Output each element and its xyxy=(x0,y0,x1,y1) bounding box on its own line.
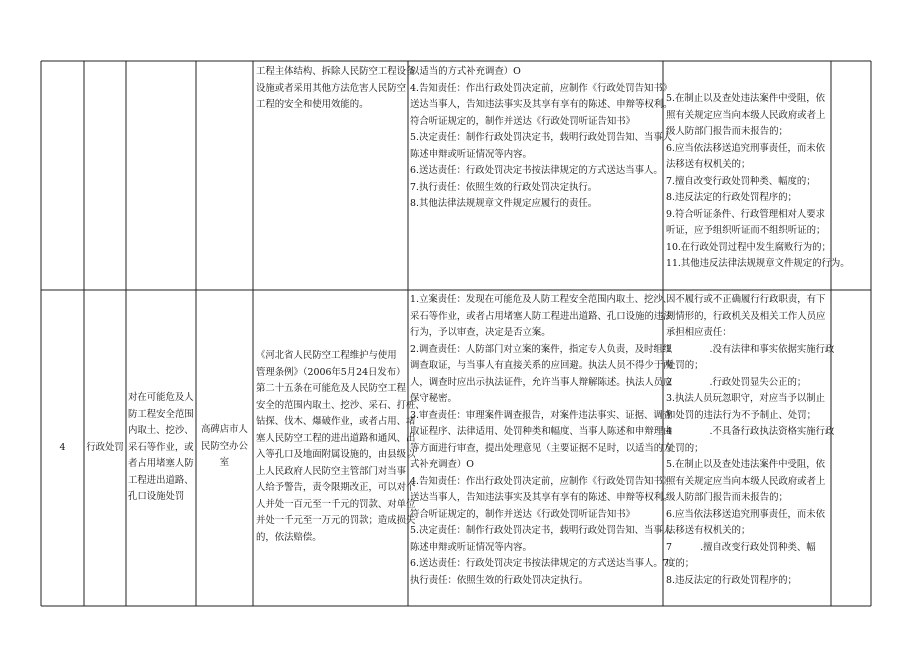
text-line: 6.应当依法移送追究刑事责任，而未依 xyxy=(666,508,825,520)
text-line: 4 .不具备行政执法资格实施行政 xyxy=(666,426,835,437)
text-line: 4.告知责任：作出行政处罚决定前，应制作《行政处罚告知书》 xyxy=(410,82,673,94)
text-line: 2 .行政处罚显失公正的； xyxy=(666,376,807,388)
text-line: 7 .擅自改变行政处罚种类、幅 xyxy=(666,541,816,553)
text-line: 10.在行政处罚过程中发生腐败行为的； xyxy=(666,241,831,253)
text-line: 承担相应责任： xyxy=(666,327,732,338)
text-line: 孔口设施处罚 xyxy=(128,491,185,502)
text-line: 《河北省人民防空工程维护与使用 xyxy=(256,350,397,361)
text-line: 执行责任：依照生效的行政处罚决定执行。 xyxy=(410,574,589,586)
text-line: 人并处一百元至一千元的罚款、对单位 xyxy=(256,498,416,510)
text-line: 8.其他法律法规规章文件规定应履行的责任。 xyxy=(410,198,598,209)
text-line: 3.审查责任：审理案件调查报告，对案件违法事实、证据、调查 xyxy=(410,409,673,421)
text-line: 送达当事人，告知违法事实及其享有享有的陈述、申辩等权利。 xyxy=(410,492,673,503)
text-line: 11.其他违反法律法规规章文件规定的行为。 xyxy=(666,258,850,269)
text-line: 9.符合听证条件、行政管理相对人要求 xyxy=(666,208,825,220)
text-line: 法移送有权机关的； xyxy=(666,525,751,536)
text-line: 1 .没有法律和事实依据实施行政 xyxy=(666,343,835,355)
text-line: 陈述申辩或听证情况等内容。 xyxy=(410,148,532,160)
text-line: 人给予警告，责令限期改正，可以对个 xyxy=(256,482,416,493)
text-line: 听证，应予组织听证而不组织听证的； xyxy=(666,225,826,236)
text-line: 级人防部门报告而未报告的； xyxy=(666,126,788,137)
text-line: 陈述申辩或听证情况等内容。 xyxy=(410,541,532,553)
text-line: 人，调查时应出示执法证件，允许当事人辩解陈述。执法人员应 xyxy=(410,376,673,388)
text-line: 照有关规定应当向本级人民政府或者上 xyxy=(666,475,826,487)
text-line: 7.执行责任：依照生效的行政处罚决定执行。 xyxy=(410,181,598,193)
text-line: 安全的范围内取土、挖沙、采石、打桩、 xyxy=(256,399,425,411)
text-line: 民防空办公 xyxy=(201,440,248,452)
text-line: 上人民政府人民防空主管部门对当事 xyxy=(256,465,407,477)
duties-cell xyxy=(410,292,673,589)
text-line: 内取土、挖沙、 xyxy=(128,425,194,436)
item-name-cell xyxy=(128,390,196,506)
text-line: 室 xyxy=(219,457,230,468)
text-line: 6.送达责任：行政处罚决定书按法律规定的方式送达当事人。 xyxy=(410,165,663,176)
legal-basis-cell xyxy=(256,348,425,546)
row-number xyxy=(41,290,84,606)
text-line: 5.在制止以及查处违法案件中受阻，依 xyxy=(666,93,825,104)
text-line: 送达当事人，告知违法事实及其享有享有的陈述、申辩等权利。 xyxy=(410,99,673,110)
text-line: 8.违反法定的行政处罚程序的； xyxy=(666,574,797,586)
text-line: 的，依法赔偿。 xyxy=(256,531,322,543)
text-line: 防工程安全范围 xyxy=(128,408,194,420)
category-text: 行政处罚 xyxy=(86,441,124,453)
text-line: 级人防部门报告而未报告的； xyxy=(666,492,788,503)
text-line: 6.应当依法移送追究刑事责任，而未依 xyxy=(666,142,825,154)
text-line: 设施或者采用其他方法危害人民防空 xyxy=(256,82,407,94)
text-line: 5.决定责任：制作行政处罚决定书，载明行政处罚告知、当事人 xyxy=(410,132,673,143)
text-line: 列情形的，行政机关及相关工作人员应 xyxy=(666,310,826,322)
text-line: 等方面进行审查，提出处理意见（主要证据不足时，以适当的方 xyxy=(410,442,673,454)
text-line: 钻探、伐木、爆破作业，或者占用、堵 xyxy=(256,416,416,427)
text-line: 工程的安全和使用效能的。 xyxy=(256,99,369,110)
text-line: 保守秘密。 xyxy=(410,393,457,404)
text-line: 3.执法人员玩忽职守，对应当予以制止 xyxy=(666,393,825,404)
text-line: 符合听证规定的，制作并送达《行政处罚听证告知书》 xyxy=(410,508,636,520)
text-line: 调查取证，与当事人有直接关系的应回避。执法人员不得少于两 xyxy=(410,360,673,371)
text-line: 5.在制止以及查处违法案件中受阻，依 xyxy=(666,459,825,470)
upper-accountability-cell xyxy=(666,91,850,273)
text-line: 和处罚的违法行为不予制止、处罚； xyxy=(666,409,817,421)
text-line: 入等孔口及地面附属设施的，由县级以 xyxy=(256,449,416,460)
upper-duties-cell xyxy=(410,64,673,213)
text-line: 5.决定责任：制作行政处罚决定书，载明行政处罚告知、当事人 xyxy=(410,525,673,536)
text-line: 者占用堵塞人防 xyxy=(128,458,194,469)
upper-basis-cell xyxy=(256,64,416,114)
text-line: 1.立案责任：发现在可能危及人防工程安全范围内取土、挖沙、 xyxy=(410,294,673,305)
text-line: 4.告知责任：作出行政处罚决定前，应制作《行政处罚告知书》 xyxy=(410,475,673,487)
text-line: 符合听证规定的，制作并送达《行政处罚听证告知书》 xyxy=(410,115,636,127)
row-number-text: 4 xyxy=(59,441,66,453)
text-line: 采石等作业，或者占用堵塞人防工程进出道路、孔口设施的违法 xyxy=(410,310,673,322)
text-line: 8.违反法定的行政处罚程序的； xyxy=(666,192,797,203)
text-line: 处罚的； xyxy=(666,442,704,454)
text-line: 7.擅自改变行政处罚种类、幅度的； xyxy=(666,175,816,187)
text-line: 对在可能危及人 xyxy=(128,392,194,403)
text-line: 第二十五条在可能危及人民防空工程 xyxy=(256,383,407,394)
text-line: 工程主体结构、拆除人民防空工程设备 xyxy=(256,66,416,77)
text-line: 高碑店市人 xyxy=(201,424,248,435)
text-line: 管理条例》（2006年5月24日发布） xyxy=(256,366,406,378)
text-line: 取证程序、法律适用、处罚种类和幅度、当事人陈述和申辩理由 xyxy=(410,426,673,437)
text-line: 工程进出道路、 xyxy=(128,474,194,486)
text-line: 以适当的方式补充调查）O xyxy=(410,66,521,77)
text-line: 法移送有权机关的； xyxy=(666,159,751,170)
text-line: 采石等作业，或 xyxy=(128,441,194,453)
text-line: 度的； xyxy=(666,558,695,569)
text-line: 塞人民防空工程的进出道路和通风、出 xyxy=(256,432,416,444)
text-line: 2.调查责任：人防部门对立案的案件，指定专人负责，及时组织 xyxy=(410,343,673,355)
category-cell xyxy=(84,290,126,606)
text-line: 照有关规定应当向本级人民政府或者上 xyxy=(666,109,826,121)
text-line: 并处一千元至一万元的罚款；造成损失 xyxy=(256,515,416,526)
text-line: 6.送达责任：行政处罚决定书按法律规定的方式送达当事人。7. xyxy=(410,558,672,569)
department-cell xyxy=(196,422,253,472)
accountability-cell xyxy=(666,292,835,605)
text-line: 行为，予以审查，决定是否立案。 xyxy=(410,327,551,338)
text-line: 处罚的； xyxy=(666,360,704,371)
text-line: 因不履行或不正确履行行政职责，有下 xyxy=(666,294,826,305)
text-line: 式补充调查）O xyxy=(410,459,474,470)
